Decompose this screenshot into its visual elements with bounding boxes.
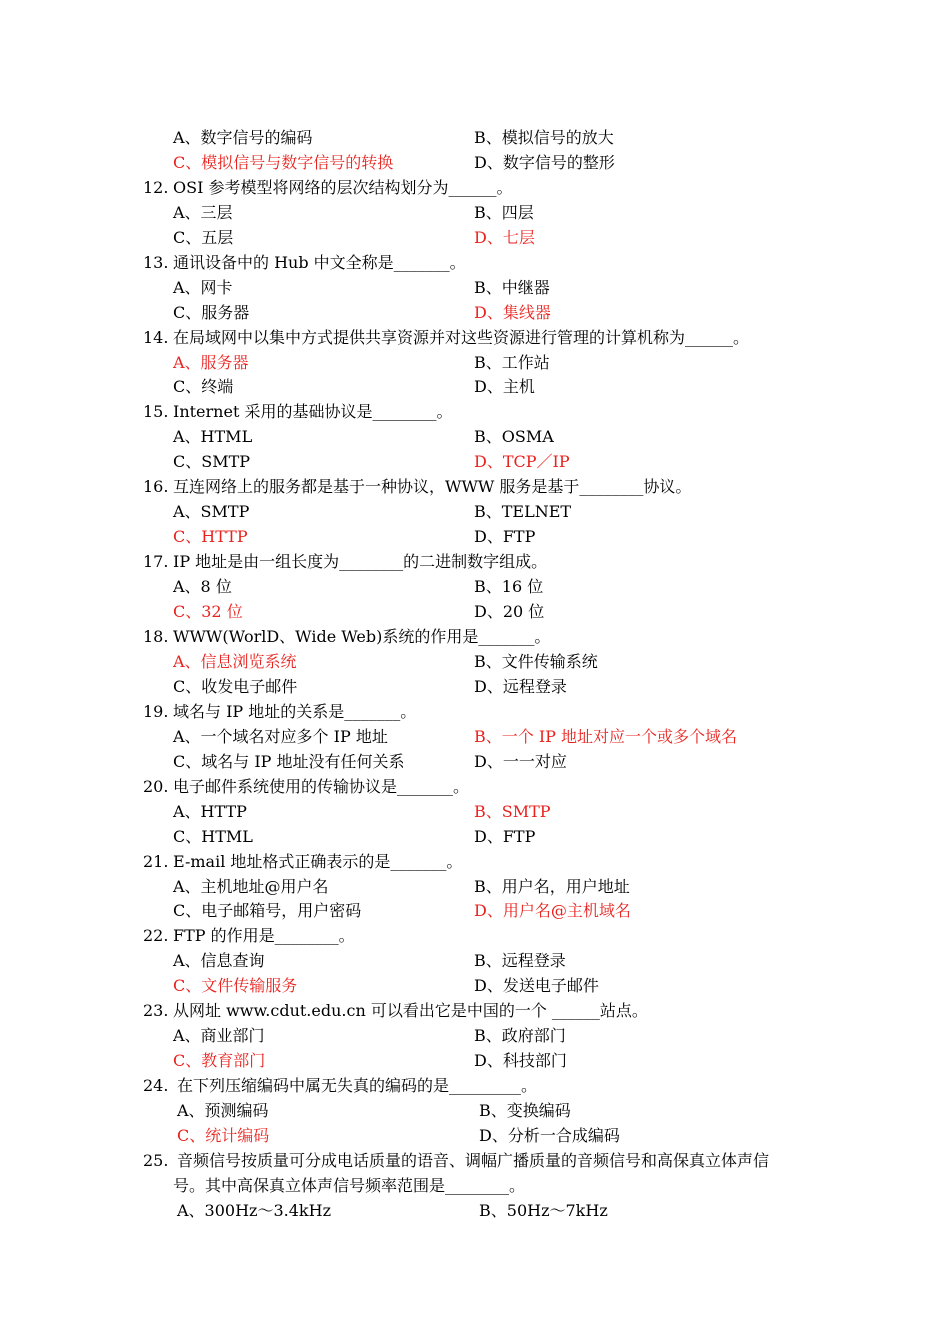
option-c: C、教育部门 <box>173 1051 266 1070</box>
option-row <box>0 948 950 973</box>
option-row <box>0 898 950 923</box>
question-stem-row <box>0 1073 950 1098</box>
option-a: A、网卡 <box>173 278 233 297</box>
question-stem: 音频信号按质量可分成电话质量的语音、调幅广播质量的音频信号和高保真立体声信 <box>177 1151 770 1170</box>
option-c: C、32 位 <box>173 602 243 621</box>
option-row <box>0 1198 950 1223</box>
question-number: 17. <box>143 552 169 571</box>
option-c: C、电子邮箱号，用户密码 <box>173 901 362 920</box>
option-b: B、50Hz～7kHz <box>479 1201 608 1220</box>
option-row <box>0 1048 950 1073</box>
option-b: B、政府部门 <box>474 1026 566 1045</box>
option-b: B、中继器 <box>474 278 550 297</box>
option-a: A、三层 <box>173 203 233 222</box>
question-number: 24. <box>143 1076 169 1095</box>
option-b: B、OSMA <box>474 427 554 446</box>
option-c: C、收发电子邮件 <box>173 677 298 696</box>
question-stem: 在下列压缩编码中属无失真的编码的是_________。 <box>177 1076 538 1095</box>
question-stem: 在局域网中以集中方式提供共享资源并对这些资源进行管理的计算机称为______。 <box>173 328 750 347</box>
option-row <box>0 824 950 849</box>
option-b: B、一个 IP 地址对应一个或多个域名 <box>474 727 738 746</box>
option-b: B、工作站 <box>474 353 550 372</box>
option-row <box>0 799 950 824</box>
option-row <box>0 524 950 549</box>
option-b: B、16 位 <box>474 577 544 596</box>
option-c: C、五层 <box>173 228 234 247</box>
option-row <box>0 724 950 749</box>
question-number: 23. <box>143 1001 169 1020</box>
option-b: B、变换编码 <box>479 1101 571 1120</box>
option-c: C、SMTP <box>173 452 251 471</box>
option-row <box>0 674 950 699</box>
question-stem-row <box>0 998 950 1023</box>
option-d: D、20 位 <box>474 602 545 621</box>
question-stem: OSI 参考模型将网络的层次结构划分为______。 <box>173 178 513 197</box>
option-a: A、300Hz～3.4kHz <box>177 1201 332 1220</box>
option-c: C、终端 <box>173 377 234 396</box>
question-number: 22. <box>143 926 169 945</box>
option-a: A、一个域名对应多个 IP 地址 <box>173 727 388 746</box>
option-row <box>0 374 950 399</box>
option-row <box>0 599 950 624</box>
option-c: C、HTTP <box>173 527 248 546</box>
question-number: 21. <box>143 852 169 871</box>
question-stem-row <box>0 774 950 799</box>
option-b: B、四层 <box>474 203 534 222</box>
option-a: A、数字信号的编码 <box>173 128 313 147</box>
option-a: A、预测编码 <box>177 1101 269 1120</box>
question-stem-continued: 号。其中高保真立体声信号频率范围是________。 <box>173 1176 526 1195</box>
option-b: B、远程登录 <box>474 951 566 970</box>
option-a: A、服务器 <box>173 353 249 372</box>
option-row <box>0 749 950 774</box>
question-number: 12. <box>143 178 169 197</box>
option-row <box>0 350 950 375</box>
option-c: C、HTML <box>173 827 253 846</box>
question-stem: 电子邮件系统使用的传输协议是_______。 <box>173 777 470 796</box>
option-c: C、服务器 <box>173 303 250 322</box>
option-b: B、SMTP <box>474 802 551 821</box>
option-a: A、信息查询 <box>173 951 265 970</box>
option-d: D、七层 <box>474 228 535 247</box>
option-row <box>0 225 950 250</box>
option-d: D、FTP <box>474 827 536 846</box>
option-row <box>0 449 950 474</box>
option-d: D、主机 <box>474 377 535 396</box>
option-d: D、一一对应 <box>474 752 567 771</box>
option-row <box>0 1098 950 1123</box>
option-c: C、统计编码 <box>177 1126 270 1145</box>
question-stem: 互连网络上的服务都是基于一种协议，WWW 服务是基于________协议。 <box>173 477 692 496</box>
question-number: 18. <box>143 627 169 646</box>
option-row <box>0 649 950 674</box>
question-stem-row <box>0 175 950 200</box>
question-number: 19. <box>143 702 169 721</box>
question-stem: IP 地址是由一组长度为________的二进制数字组成。 <box>173 552 548 571</box>
option-row <box>0 973 950 998</box>
question-stem-row <box>0 849 950 874</box>
option-a: A、HTTP <box>173 802 247 821</box>
question-number: 20. <box>143 777 169 796</box>
question-number: 16. <box>143 477 169 496</box>
option-c: C、文件传输服务 <box>173 976 298 995</box>
option-b: B、用户名，用户地址 <box>474 877 630 896</box>
option-a: A、主机地址@用户名 <box>173 877 329 896</box>
option-row <box>0 300 950 325</box>
question-stem-row <box>0 325 950 350</box>
option-c: C、域名与 IP 地址没有任何关系 <box>173 752 405 771</box>
option-a: A、SMTP <box>173 502 250 521</box>
option-c: C、模拟信号与数字信号的转换 <box>173 153 394 172</box>
option-d: D、数字信号的整形 <box>474 153 615 172</box>
option-d: D、用户名@主机域名 <box>474 901 631 920</box>
question-stem-row <box>0 1148 950 1173</box>
question-stem: E-mail 地址格式正确表示的是_______。 <box>173 852 463 871</box>
option-row <box>0 125 950 150</box>
option-d: D、远程登录 <box>474 677 567 696</box>
question-number: 13. <box>143 253 169 272</box>
question-stem: 从网址 www.cdut.edu.cn 可以看出它是中国的一个 ______站点。 <box>173 1001 648 1020</box>
option-d: D、分析一合成编码 <box>479 1126 620 1145</box>
question-stem-row <box>0 923 950 948</box>
option-d: D、集线器 <box>474 303 551 322</box>
option-row <box>0 150 950 175</box>
option-a: A、商业部门 <box>173 1026 265 1045</box>
option-row <box>0 424 950 449</box>
option-row <box>0 200 950 225</box>
option-row <box>0 1023 950 1048</box>
option-d: D、FTP <box>474 527 536 546</box>
question-number: 25. <box>143 1151 169 1170</box>
question-stem-continuation <box>0 1173 950 1198</box>
option-d: D、科技部门 <box>474 1051 567 1070</box>
option-a: A、8 位 <box>173 577 232 596</box>
question-stem: 域名与 IP 地址的关系是_______。 <box>173 702 417 721</box>
option-row <box>0 874 950 899</box>
question-stem-row <box>0 250 950 275</box>
option-row <box>0 499 950 524</box>
option-row <box>0 1123 950 1148</box>
question-stem: FTP 的作用是________。 <box>173 926 355 945</box>
question-stem: WWW(WorlD、Wide Web)系统的作用是_______。 <box>173 627 551 646</box>
option-b: B、文件传输系统 <box>474 652 598 671</box>
question-stem-row <box>0 624 950 649</box>
question-stem: 通讯设备中的 Hub 中文全称是_______。 <box>173 253 466 272</box>
option-row <box>0 275 950 300</box>
option-a: A、HTML <box>173 427 253 446</box>
question-number: 15. <box>143 402 169 421</box>
question-number: 14. <box>143 328 169 347</box>
option-b: B、TELNET <box>474 502 572 521</box>
option-b: B、模拟信号的放大 <box>474 128 614 147</box>
question-stem-row <box>0 399 950 424</box>
option-d: D、发送电子邮件 <box>474 976 599 995</box>
option-a: A、信息浏览系统 <box>173 652 297 671</box>
question-stem-row <box>0 699 950 724</box>
option-d: D、TCP／IP <box>474 452 570 471</box>
question-stem: Internet 采用的基础协议是________。 <box>173 402 453 421</box>
question-stem-row <box>0 474 950 499</box>
option-row <box>0 574 950 599</box>
question-stem-row <box>0 549 950 574</box>
